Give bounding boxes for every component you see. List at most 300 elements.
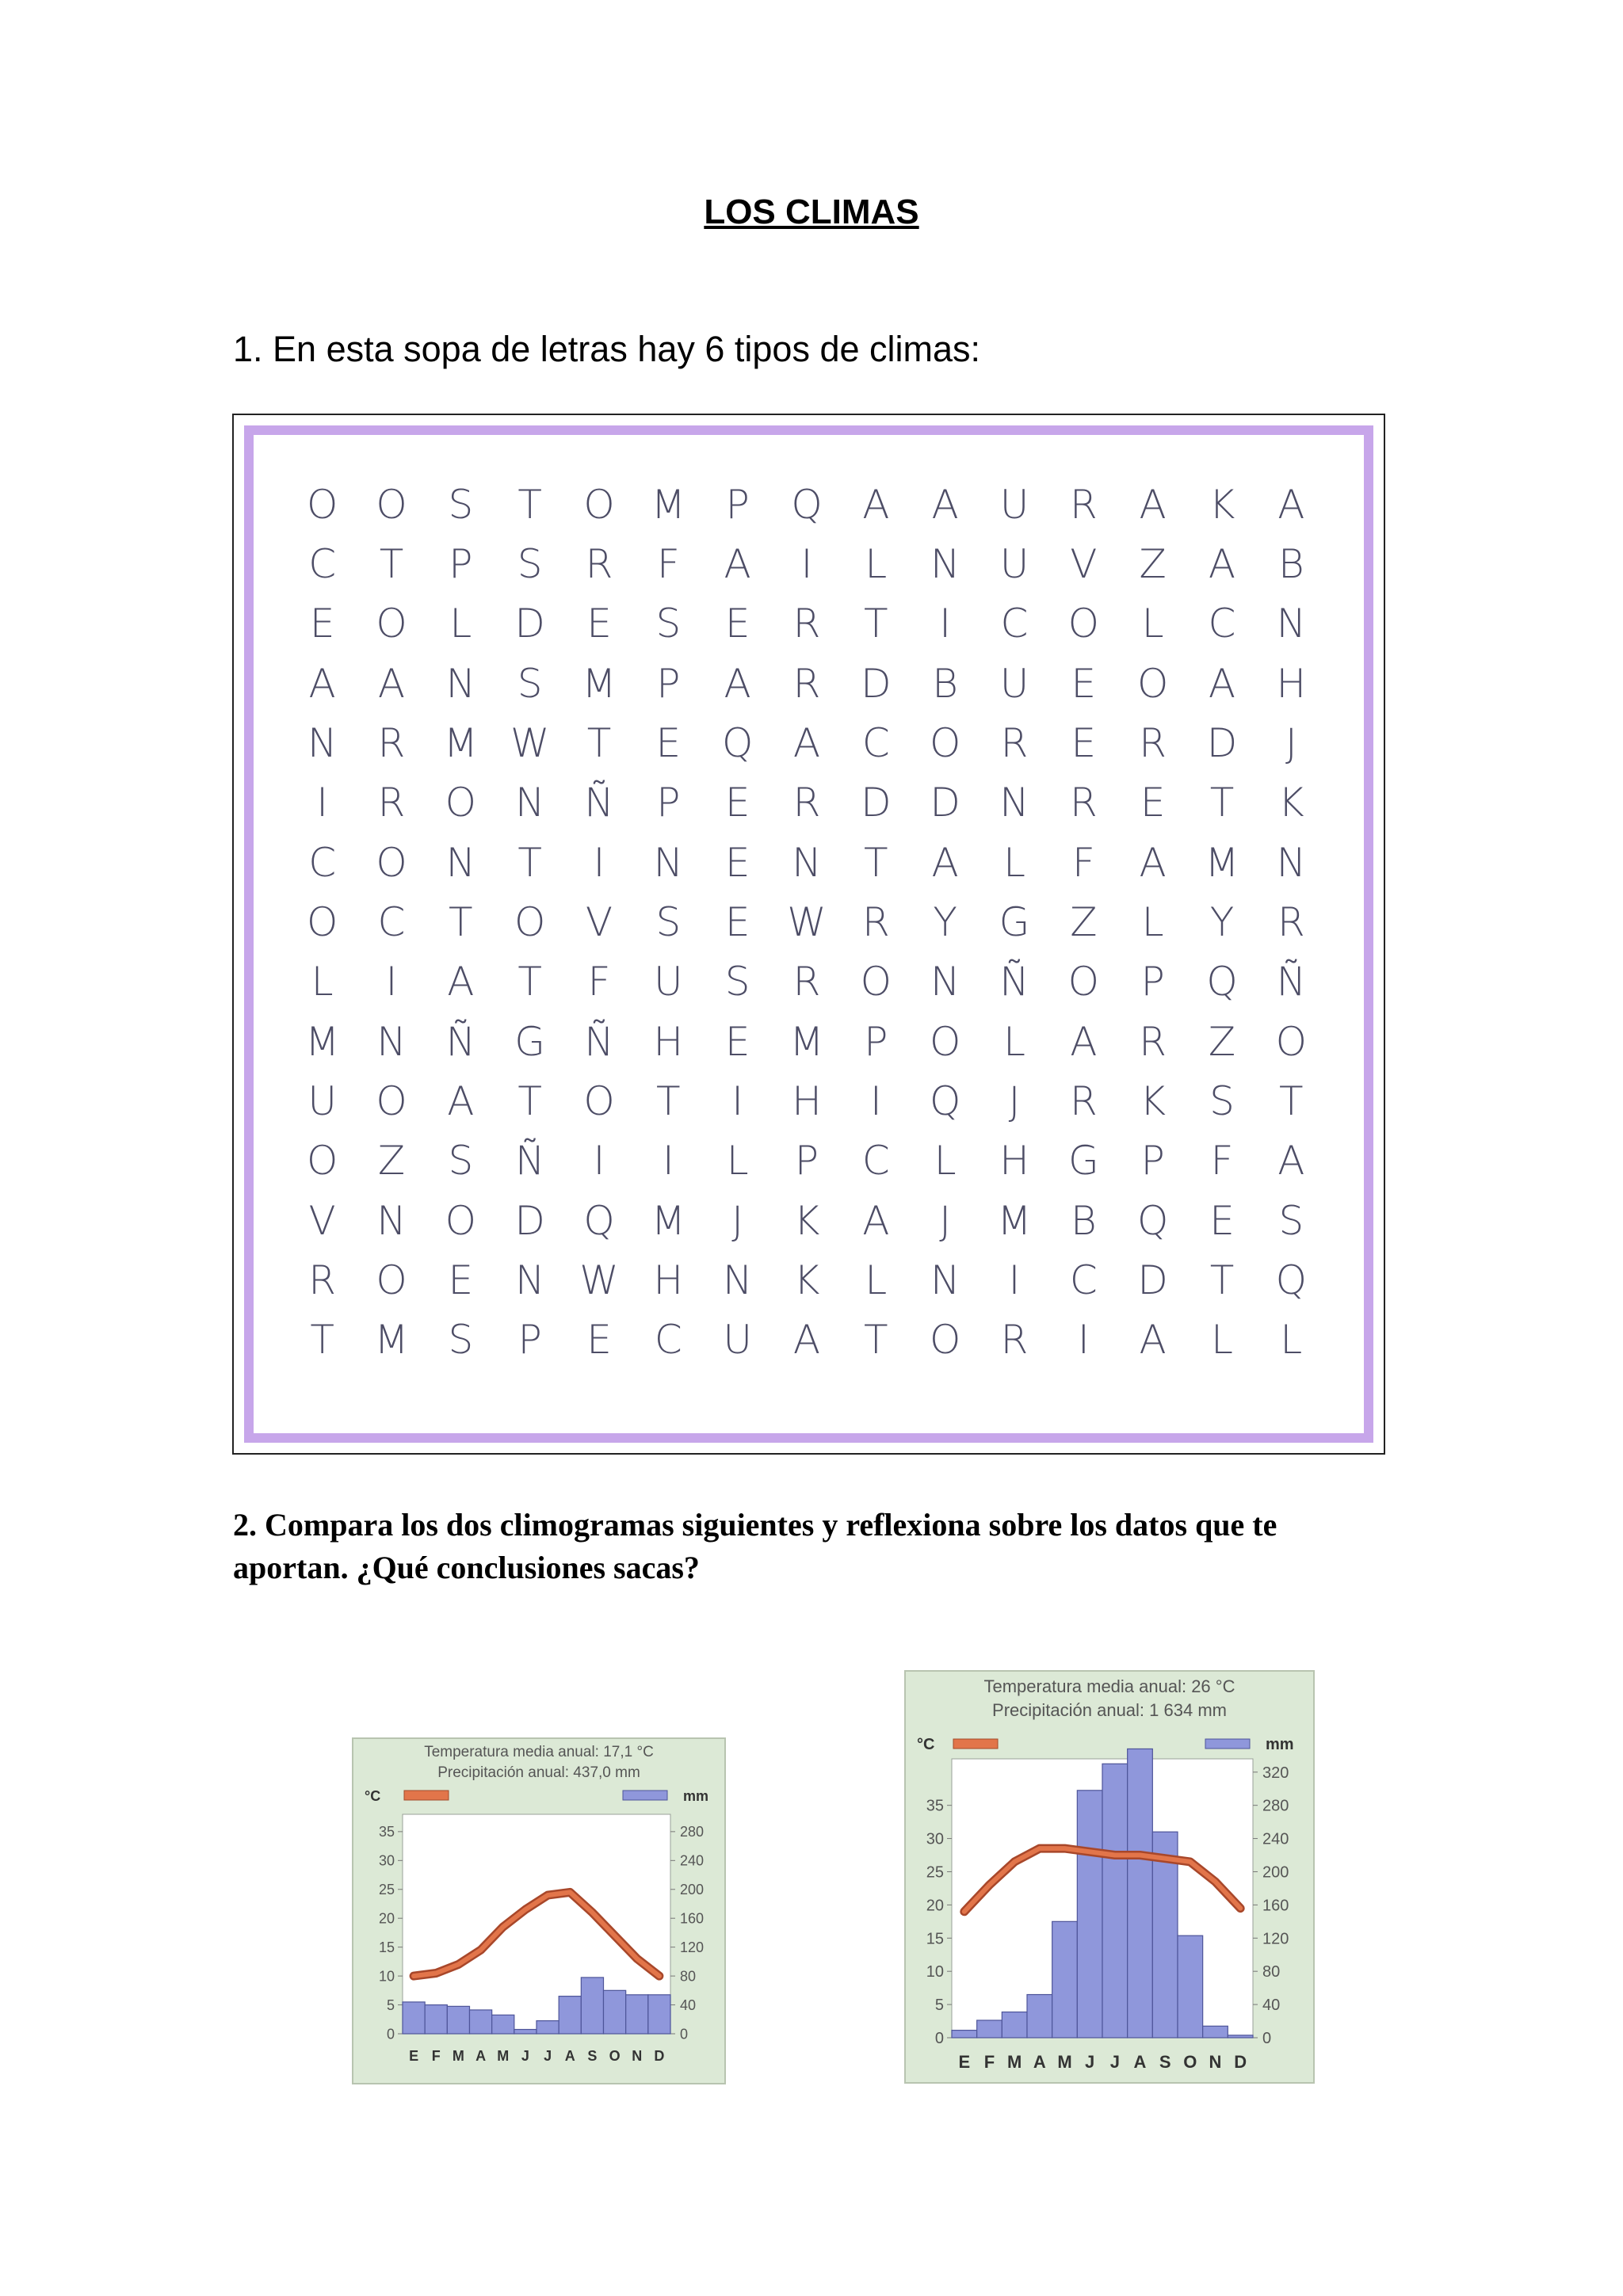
precipitation-tick-label: 240 bbox=[1262, 1830, 1289, 1848]
word-search-letter: T bbox=[517, 839, 542, 886]
word-search-letter: T bbox=[864, 1317, 888, 1363]
precipitation-unit-label: mm bbox=[1266, 1736, 1294, 1753]
word-search-letter: R bbox=[1000, 719, 1029, 766]
temperature-point bbox=[636, 1958, 638, 1960]
month-label: J bbox=[1085, 2052, 1095, 2072]
word-search-letter: I bbox=[662, 1138, 674, 1184]
precipitation-legend-swatch bbox=[1205, 1739, 1250, 1749]
word-search-letter: U bbox=[307, 1077, 337, 1124]
word-search-letter: A bbox=[447, 959, 475, 1005]
word-search-letter: T bbox=[864, 601, 888, 647]
word-search-letter: A bbox=[862, 481, 890, 528]
word-search-letter: P bbox=[656, 780, 681, 826]
word-search-letter: N bbox=[376, 1018, 407, 1065]
word-search-letter: M bbox=[997, 1197, 1032, 1244]
temperature-unit-label: °C bbox=[365, 1788, 381, 1804]
month-label: A bbox=[1033, 2052, 1046, 2072]
precipitation-tick-label: 0 bbox=[680, 2026, 689, 2042]
month-label: A bbox=[475, 2048, 487, 2064]
temperature-point bbox=[413, 1975, 415, 1978]
temperature-point bbox=[435, 1972, 437, 1974]
word-search-letter: R bbox=[377, 780, 406, 826]
temperature-tick-label: 20 bbox=[378, 1910, 395, 1927]
word-search-letter: O bbox=[1275, 1018, 1307, 1065]
word-search-letter: L bbox=[1003, 839, 1025, 886]
word-search-letter: I bbox=[1077, 1317, 1090, 1363]
word-search-letter: O bbox=[514, 898, 546, 945]
word-search-letter: A bbox=[377, 660, 406, 707]
word-search-letter: O bbox=[1067, 959, 1099, 1005]
climograph-right-plot bbox=[906, 1672, 1313, 2082]
word-search-letter: S bbox=[448, 1138, 474, 1184]
word-search-letter: E bbox=[309, 601, 335, 647]
word-search-letter: N bbox=[653, 839, 684, 886]
month-label: M bbox=[1007, 2052, 1022, 2072]
word-search-letter: N bbox=[792, 839, 822, 886]
word-search-letter: I bbox=[800, 540, 813, 587]
precipitation-tick-label: 160 bbox=[1262, 1897, 1289, 1915]
word-search-letter: C bbox=[308, 839, 337, 886]
temperature-point bbox=[1014, 1860, 1016, 1863]
precipitation-bar bbox=[1077, 1791, 1102, 2038]
word-search-letter: R bbox=[1139, 719, 1167, 766]
word-search-letter: J bbox=[1008, 1077, 1021, 1124]
word-search-letter: R bbox=[792, 780, 821, 826]
word-search-letter: T bbox=[517, 1077, 542, 1124]
temperature-point bbox=[613, 1935, 616, 1937]
word-search-letter: E bbox=[586, 1317, 612, 1363]
precipitation-bar bbox=[425, 2005, 447, 2034]
temperature-tick-label: 25 bbox=[926, 1863, 944, 1882]
word-search-letter: N bbox=[445, 839, 476, 886]
word-search-letter: T bbox=[517, 481, 542, 528]
precipitation-bar bbox=[514, 2030, 537, 2034]
word-search-letter: V bbox=[1070, 540, 1098, 587]
word-search-letter: I bbox=[939, 601, 952, 647]
word-search-letter: R bbox=[377, 719, 406, 766]
temperature-legend-swatch bbox=[953, 1739, 998, 1749]
word-search-letter: H bbox=[653, 1257, 684, 1303]
precipitation-tick-label: 0 bbox=[1262, 2030, 1272, 2047]
word-search-letter: N bbox=[376, 1197, 407, 1244]
temperature-tick-label: 25 bbox=[378, 1882, 395, 1898]
word-search-letter: O bbox=[306, 481, 338, 528]
word-search-letter: A bbox=[931, 839, 959, 886]
word-search-letter: S bbox=[724, 959, 750, 1005]
temperature-tick-label: 15 bbox=[926, 1930, 944, 1948]
word-search-letter: P bbox=[1140, 1138, 1165, 1184]
word-search-letter: A bbox=[1139, 1317, 1167, 1363]
temperature-point bbox=[658, 1975, 660, 1978]
month-label: M bbox=[452, 2048, 464, 2064]
word-search-letter: Z bbox=[1070, 898, 1098, 945]
word-search-letter: E bbox=[724, 601, 750, 647]
word-search-letter: T bbox=[1209, 1257, 1235, 1303]
word-search-letter: T bbox=[864, 839, 888, 886]
precipitation-unit-label: mm bbox=[683, 1788, 709, 1804]
word-search-letter: U bbox=[999, 481, 1029, 528]
word-search-letter: K bbox=[1277, 780, 1304, 826]
word-search-letter: Ñ bbox=[514, 1138, 545, 1184]
word-search-letter: A bbox=[1139, 481, 1167, 528]
word-search-letter: J bbox=[1285, 719, 1297, 766]
word-search-letter: N bbox=[445, 660, 476, 707]
climograph-left-temperature-stat: Temperatura media anual: 17,1 °C bbox=[424, 1744, 654, 1760]
temperature-point bbox=[963, 1910, 965, 1913]
temperature-point bbox=[1164, 1857, 1167, 1859]
word-search-letter: E bbox=[724, 1018, 750, 1065]
word-search-letter: M bbox=[651, 481, 685, 528]
climograph-right bbox=[904, 1670, 1315, 2084]
word-search-letter: Ñ bbox=[1276, 959, 1307, 1005]
word-search-letter: A bbox=[1139, 839, 1167, 886]
word-search-letter: W bbox=[787, 898, 827, 945]
word-search-letter: E bbox=[724, 898, 750, 945]
word-search-letter: A bbox=[1277, 1138, 1305, 1184]
page-title: LOS CLIMAS bbox=[704, 193, 919, 231]
climograph-right-precipitation-stat: Precipitación anual: 1 634 mm bbox=[992, 1700, 1227, 1720]
word-search-letter: M bbox=[651, 1197, 685, 1244]
precipitation-bar bbox=[1002, 2012, 1027, 2038]
temperature-legend-swatch bbox=[404, 1791, 449, 1800]
word-search-letter: H bbox=[999, 1138, 1029, 1184]
word-search-letter: R bbox=[585, 540, 613, 587]
word-search-letter: T bbox=[1279, 1077, 1304, 1124]
temperature-point bbox=[1064, 1848, 1066, 1850]
word-search-letter: D bbox=[861, 780, 892, 826]
word-search-letter: M bbox=[1205, 839, 1239, 886]
month-label: A bbox=[1133, 2052, 1147, 2072]
month-label: E bbox=[958, 2052, 971, 2072]
temperature-tick-label: 30 bbox=[378, 1852, 395, 1869]
temperature-point bbox=[591, 1911, 594, 1913]
month-label: D bbox=[1234, 2052, 1247, 2072]
word-search-letter: P bbox=[449, 540, 473, 587]
word-search-letter: N bbox=[930, 540, 960, 587]
precipitation-bar bbox=[447, 2006, 469, 2034]
temperature-tick-label: 15 bbox=[378, 1939, 395, 1955]
precipitation-tick-label: 280 bbox=[1262, 1797, 1289, 1815]
word-search-letter: O bbox=[376, 1257, 407, 1303]
word-search-letter: E bbox=[655, 719, 682, 766]
word-search-frame bbox=[232, 414, 1385, 1455]
word-search-letter: L bbox=[865, 1257, 888, 1303]
word-search-letter: L bbox=[1141, 898, 1164, 945]
word-search-letter: D bbox=[930, 780, 960, 826]
word-search-letter: D bbox=[514, 1197, 545, 1244]
month-label: M bbox=[497, 2048, 510, 2064]
word-search-letter: I bbox=[1008, 1257, 1021, 1303]
word-search-letter: A bbox=[447, 1077, 475, 1124]
word-search-letter: Z bbox=[1208, 1018, 1236, 1065]
temperature-tick-label: 20 bbox=[926, 1897, 944, 1915]
word-search-letter: A bbox=[724, 660, 751, 707]
word-search-letter: O bbox=[929, 1018, 961, 1065]
word-search-letter: I bbox=[316, 780, 329, 826]
word-search-letter: L bbox=[865, 540, 888, 587]
word-search-letter: Y bbox=[1209, 898, 1235, 945]
temperature-point bbox=[457, 1963, 460, 1966]
temperature-point bbox=[547, 1894, 549, 1897]
word-search-letter: A bbox=[1208, 540, 1236, 587]
word-search-letter: O bbox=[306, 898, 338, 945]
word-search-letter: O bbox=[445, 1197, 476, 1244]
word-search-letter: R bbox=[1000, 1317, 1029, 1363]
word-search-letter: R bbox=[792, 601, 821, 647]
word-search-letter: H bbox=[653, 1018, 684, 1065]
word-search-letter: T bbox=[656, 1077, 681, 1124]
word-search-letter: Q bbox=[583, 1197, 615, 1244]
word-search-letter: R bbox=[308, 1257, 337, 1303]
temperature-tick-label: 30 bbox=[926, 1830, 944, 1848]
precipitation-bar bbox=[581, 1978, 603, 2034]
month-label: A bbox=[564, 2048, 575, 2064]
precipitation-tick-label: 200 bbox=[680, 1882, 705, 1898]
precipitation-tick-label: 40 bbox=[680, 1997, 697, 2013]
word-search-letter: N bbox=[930, 959, 960, 1005]
word-search-letter: O bbox=[860, 959, 892, 1005]
word-search-letter: O bbox=[1067, 601, 1099, 647]
word-search-letter: T bbox=[449, 898, 473, 945]
month-label: O bbox=[1183, 2052, 1197, 2072]
temperature-point bbox=[1189, 1860, 1191, 1863]
word-search-letter: Q bbox=[721, 719, 754, 766]
word-search-letter: C bbox=[1069, 1257, 1098, 1303]
word-search-letter: N bbox=[930, 1257, 960, 1303]
temperature-point bbox=[988, 1884, 991, 1886]
word-search-letter: R bbox=[1139, 1018, 1167, 1065]
word-search-letter: N bbox=[1276, 839, 1307, 886]
word-search-letter: J bbox=[731, 1197, 744, 1244]
temperature-point bbox=[524, 1909, 526, 1911]
word-search-letter: I bbox=[385, 959, 398, 1005]
word-search-letter: U bbox=[723, 1317, 752, 1363]
word-search-letter: T bbox=[1209, 780, 1235, 826]
word-search-letter: I bbox=[593, 1138, 605, 1184]
word-search-letter: M bbox=[582, 660, 617, 707]
precipitation-tick-label: 80 bbox=[1262, 1963, 1281, 1981]
word-search-letter: O bbox=[929, 719, 961, 766]
precipitation-bar bbox=[492, 2015, 514, 2034]
word-search-letter: L bbox=[726, 1138, 749, 1184]
word-search-letter: R bbox=[792, 959, 821, 1005]
word-search-letter: G bbox=[1067, 1138, 1099, 1184]
word-search-letter: Z bbox=[1139, 540, 1167, 587]
word-search-letter: T bbox=[310, 1317, 334, 1363]
temperature-unit-label: °C bbox=[917, 1736, 935, 1753]
precipitation-bar bbox=[470, 2010, 492, 2034]
word-search-letter: A bbox=[724, 540, 751, 587]
word-search-letter: O bbox=[1136, 660, 1169, 707]
word-search-letter: Q bbox=[1136, 1197, 1169, 1244]
word-search-letter: Q bbox=[1206, 959, 1238, 1005]
month-label: J bbox=[521, 2048, 529, 2064]
word-search-letter: H bbox=[792, 1077, 822, 1124]
temperature-tick-label: 5 bbox=[934, 1997, 944, 2015]
word-search-letter: F bbox=[656, 540, 680, 587]
word-search-letter: C bbox=[1000, 601, 1029, 647]
precipitation-bar bbox=[1228, 2035, 1253, 2038]
word-search-letter: O bbox=[376, 839, 407, 886]
word-search-letter: R bbox=[861, 898, 890, 945]
word-search-letter: E bbox=[724, 780, 750, 826]
word-search-letter: C bbox=[861, 1138, 890, 1184]
word-search-letter: E bbox=[1209, 1197, 1235, 1244]
temperature-tick-label: 35 bbox=[378, 1824, 395, 1840]
climograph-right-temperature-stat: Temperatura media anual: 26 °C bbox=[983, 1676, 1235, 1696]
question-1: 1. En esta sopa de letras hay 6 tipos de climas: bbox=[233, 329, 981, 369]
word-search-letter: N bbox=[514, 1257, 545, 1303]
temperature-tick-label: 5 bbox=[386, 1997, 395, 2013]
word-search-letter: L bbox=[1280, 1317, 1303, 1363]
word-search-letter: E bbox=[1071, 660, 1097, 707]
word-search-letter: C bbox=[654, 1317, 682, 1363]
word-search-letter: L bbox=[1211, 1317, 1233, 1363]
month-label: E bbox=[409, 2048, 419, 2064]
word-search-letter: Ñ bbox=[584, 1018, 614, 1065]
word-search-letter: K bbox=[1209, 481, 1235, 528]
precipitation-tick-label: 160 bbox=[680, 1910, 705, 1927]
temperature-point bbox=[1113, 1854, 1116, 1856]
word-search-letter: G bbox=[514, 1018, 546, 1065]
word-search-letter: U bbox=[654, 959, 683, 1005]
temperature-tick-label: 0 bbox=[386, 2026, 395, 2042]
word-search-letter: A bbox=[1208, 660, 1236, 707]
word-search-letter: L bbox=[1141, 601, 1164, 647]
word-search-letter: S bbox=[448, 1317, 474, 1363]
word-search-letter: M bbox=[374, 1317, 409, 1363]
word-search-letter: S bbox=[1209, 1077, 1235, 1124]
word-search-grid bbox=[288, 475, 1326, 1370]
word-search-letter: W bbox=[579, 1257, 619, 1303]
word-search-letter: I bbox=[593, 839, 605, 886]
word-search-letter: C bbox=[861, 719, 890, 766]
word-search-letter: P bbox=[794, 1138, 819, 1184]
month-label: J bbox=[1109, 2052, 1120, 2072]
word-search-letter: Ñ bbox=[445, 1018, 476, 1065]
temperature-tick-label: 10 bbox=[378, 1968, 395, 1985]
word-search-letter: N bbox=[722, 1257, 753, 1303]
month-label: N bbox=[1209, 2052, 1222, 2072]
precipitation-bar bbox=[977, 2020, 1002, 2038]
word-search-letter: L bbox=[311, 959, 334, 1005]
precipitation-bar bbox=[1102, 1764, 1128, 2038]
word-search-letter: B bbox=[1070, 1197, 1097, 1244]
word-search-letter: F bbox=[587, 959, 611, 1005]
climograph-left bbox=[352, 1737, 726, 2084]
word-search-letter: T bbox=[517, 959, 542, 1005]
temperature-tick-label: 0 bbox=[934, 2030, 944, 2047]
word-search-letter: M bbox=[789, 1018, 824, 1065]
month-label: S bbox=[1159, 2052, 1171, 2072]
word-search-letter: D bbox=[861, 660, 892, 707]
word-search-letter: O bbox=[306, 1138, 338, 1184]
word-search-letter: F bbox=[1071, 839, 1095, 886]
word-search-letter: H bbox=[1276, 660, 1307, 707]
word-search-letter: E bbox=[448, 1257, 474, 1303]
word-search-letter: A bbox=[792, 719, 821, 766]
word-search-letter: P bbox=[656, 660, 681, 707]
word-search-letter: O bbox=[376, 601, 407, 647]
question-2: 2. Compara los dos climogramas siguientes y reflexiona sobre los datos que te aportan. ¿Qué conclusiones sacas? bbox=[233, 1507, 1277, 1585]
climograph-left-plot bbox=[353, 1739, 724, 2083]
precipitation-tick-label: 120 bbox=[1262, 1930, 1289, 1948]
word-search-letter: O bbox=[929, 1317, 961, 1363]
precipitation-bar bbox=[403, 2002, 425, 2034]
word-search-letter: G bbox=[999, 898, 1030, 945]
month-label: D bbox=[654, 2048, 665, 2064]
word-search-letter: F bbox=[1210, 1138, 1234, 1184]
word-search-letter: S bbox=[517, 540, 543, 587]
word-search-letter: C bbox=[377, 898, 406, 945]
word-search-letter: K bbox=[1140, 1077, 1167, 1124]
word-search-letter: I bbox=[869, 1077, 882, 1124]
word-search-letter: O bbox=[583, 481, 615, 528]
word-search-letter: M bbox=[305, 1018, 340, 1065]
temperature-point bbox=[479, 1949, 482, 1951]
month-label: J bbox=[544, 2048, 552, 2064]
word-search-letter: S bbox=[655, 601, 682, 647]
temperature-point bbox=[1139, 1854, 1141, 1856]
precipitation-bar bbox=[1052, 1921, 1078, 2038]
word-search-letter: A bbox=[1277, 481, 1305, 528]
word-search-letter: T bbox=[586, 719, 612, 766]
word-search-letter: N bbox=[514, 780, 545, 826]
word-search-letter: O bbox=[376, 1077, 407, 1124]
word-search-letter: Ñ bbox=[584, 780, 614, 826]
word-search-letter: L bbox=[1003, 1018, 1025, 1065]
word-search-letter: A bbox=[308, 660, 336, 707]
precipitation-bar bbox=[648, 1995, 670, 2034]
month-label: F bbox=[431, 2048, 441, 2064]
temperature-point bbox=[569, 1891, 571, 1894]
precipitation-bar bbox=[1203, 2026, 1228, 2038]
month-label: O bbox=[609, 2048, 621, 2064]
word-search-letter: U bbox=[999, 540, 1029, 587]
word-search-letter: R bbox=[1069, 1077, 1098, 1124]
word-search-letter: N bbox=[307, 719, 338, 766]
word-search-letter: K bbox=[793, 1197, 820, 1244]
word-search-letter: E bbox=[586, 601, 612, 647]
word-search-letter: R bbox=[792, 660, 821, 707]
precipitation-bar bbox=[1128, 1749, 1153, 2038]
word-search-letter: B bbox=[932, 660, 959, 707]
precipitation-tick-label: 200 bbox=[1262, 1863, 1289, 1882]
word-search-letter: P bbox=[725, 481, 750, 528]
word-search-letter: A bbox=[862, 1197, 890, 1244]
month-label: N bbox=[632, 2048, 643, 2064]
word-search-letter: Ñ bbox=[999, 959, 1029, 1005]
word-search-letter: D bbox=[1206, 719, 1238, 766]
precipitation-bar bbox=[604, 1990, 626, 2034]
word-search-letter: L bbox=[449, 601, 472, 647]
precipitation-bar bbox=[537, 2021, 559, 2034]
precipitation-tick-label: 80 bbox=[680, 1968, 697, 1985]
word-search-letter: M bbox=[443, 719, 478, 766]
month-label: F bbox=[983, 2052, 995, 2072]
precipitation-bar bbox=[559, 1997, 581, 2034]
temperature-point bbox=[1214, 1881, 1216, 1883]
word-search-letter: V bbox=[308, 1197, 336, 1244]
word-search-letter: N bbox=[999, 780, 1029, 826]
word-search-letter: Q bbox=[1275, 1257, 1307, 1303]
word-search-letter: J bbox=[939, 1197, 952, 1244]
word-search-letter: D bbox=[514, 601, 545, 647]
word-search-letter: O bbox=[583, 1077, 615, 1124]
word-search-letter: P bbox=[1140, 959, 1165, 1005]
precipitation-bar bbox=[1027, 1995, 1052, 2038]
word-search-letter: S bbox=[517, 660, 543, 707]
